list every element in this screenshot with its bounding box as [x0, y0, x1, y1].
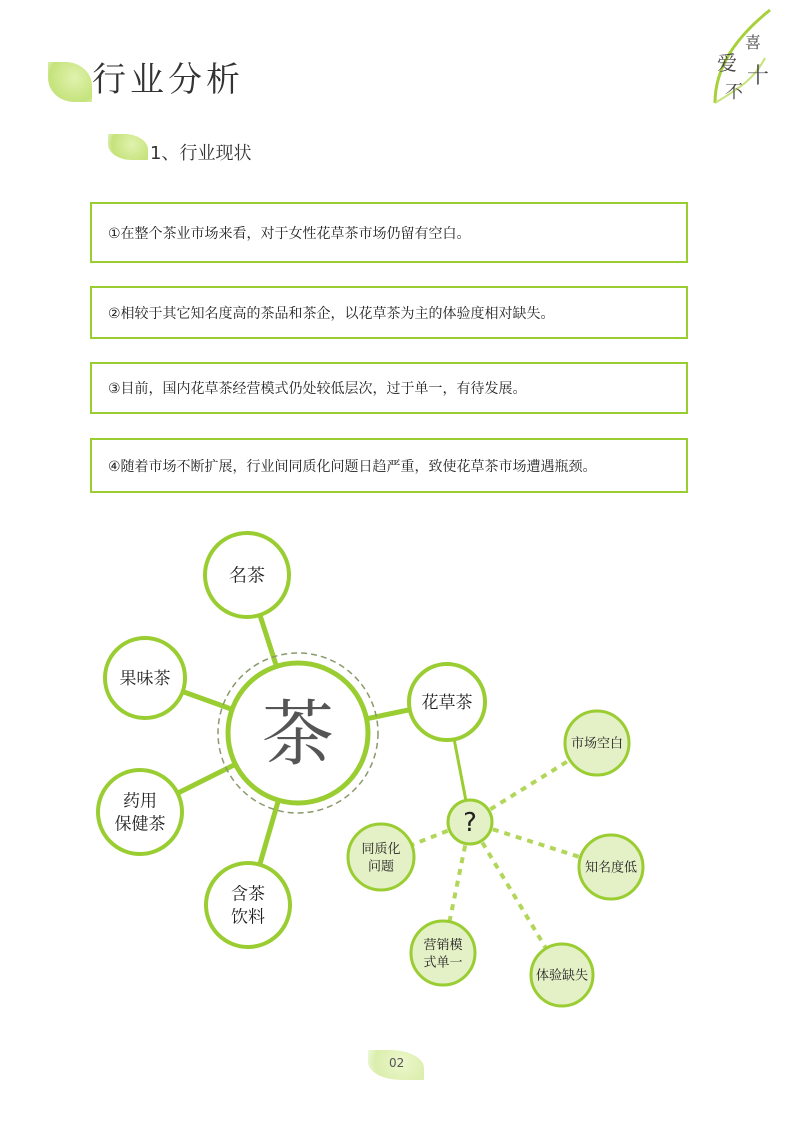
branch-node-label: 含茶: [231, 884, 265, 905]
branch-node-label: 药用: [123, 791, 157, 812]
center-label: 茶: [261, 692, 335, 776]
issue-node-label: 市场空白: [570, 736, 624, 752]
issue-node: [411, 921, 475, 985]
question-label: ?: [463, 808, 477, 838]
issue-node-label: 同质化: [361, 841, 401, 857]
issue-node: [348, 824, 414, 890]
branch-node: [206, 863, 290, 947]
svg-text:爱: 爱: [717, 51, 737, 75]
point-box-2: ②相较于其它知名度高的茶品和茶企，以花草茶为主的体验度相对缺失。: [90, 286, 688, 339]
issue-node-label: 问题: [367, 859, 395, 875]
branch-node-label: 保健茶: [114, 814, 166, 835]
issue-node-label: 营销模: [423, 937, 463, 953]
issue-node-label: 式单一: [423, 955, 463, 971]
branch-node: [98, 770, 182, 854]
svg-text:喜: 喜: [745, 33, 762, 52]
svg-text:不: 不: [725, 82, 743, 103]
section-heading: 1、行业现状: [150, 143, 252, 164]
point-box-1: ①在整个茶业市场来看，对于女性花草茶市场仍留有空白。: [90, 202, 688, 263]
issue-node-label: 知名度低: [584, 860, 638, 876]
page-number: 02: [389, 1056, 405, 1070]
point-box-4: ④随着市场不断扩展，行业间同质化问题日趋严重，致使花草茶市场遭遇瓶颈。: [90, 438, 688, 493]
svg-text:十: 十: [747, 64, 770, 89]
branch-node-label: 饮料: [231, 907, 265, 928]
branch-node-label: 花草茶: [421, 693, 473, 714]
point-box-3: ③目前，国内花草茶经营模式仍处较低层次，过于单一，有待发展。: [90, 362, 688, 414]
page-title: 行业分析: [92, 60, 244, 100]
issue-node-label: 体验缺失: [535, 968, 589, 984]
branch-node-label: 果味茶: [119, 669, 171, 690]
branch-node-label: 名茶: [229, 565, 265, 587]
